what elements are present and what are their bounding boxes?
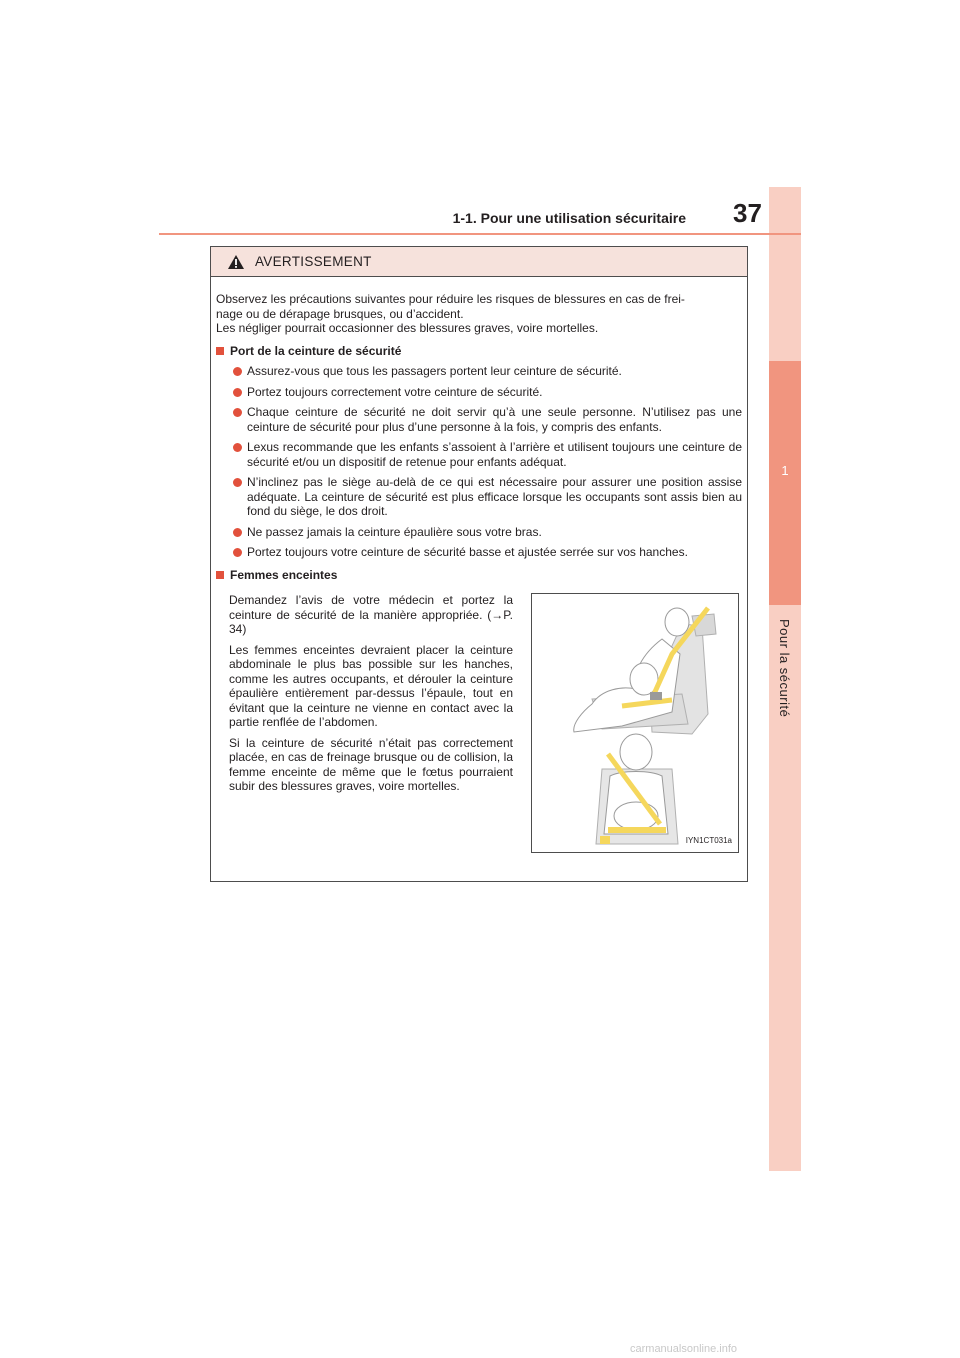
warning-header	[211, 247, 747, 277]
list-item: Portez toujours votre ceinture de sécurité basse et ajustée serrée sur vos hanches.	[216, 545, 742, 560]
list-item: N’inclinez pas le siège au-delà de ce qui est nécessaire pour assurer une position assise adéquate. La ceinture de sécurité est plus efficace lorsque les occupants sont assis bien au fond du siège, le dos droit.	[216, 475, 742, 519]
pregnant-section	[216, 582, 742, 872]
list-item: Portez toujours correctement votre ceinture de sécurité.	[216, 385, 742, 400]
pregnant-text	[229, 593, 513, 800]
paragraph: Si la ceinture de sécurité n’était pas correctement placée, en cas de freinage brusque ou de collision, la femme enceinte de même que le fœtus pourraient subir des blessures graves, voire mortelles.	[229, 735, 513, 793]
intro-line: nage ou de dérapage brusques, ou d’accident.	[216, 306, 464, 321]
section-title-text: Port de la ceinture de sécurité	[230, 343, 402, 358]
chapter-label: Pour la sécurité	[777, 619, 792, 718]
pregnant-seatbelt-drawing	[532, 594, 738, 852]
round-bullet-icon	[233, 528, 242, 537]
round-bullet-icon	[233, 408, 242, 417]
intro-line: Observez les précautions suivantes pour réduire les risques de blessures en cas de frei-	[216, 292, 685, 306]
square-bullet-icon	[216, 347, 224, 355]
warning-intro	[216, 292, 742, 336]
warning-body	[211, 277, 747, 872]
section-title-text: Femmes enceintes	[230, 567, 338, 582]
section-pregnant-title	[216, 568, 742, 583]
section-seatbelt-title	[216, 344, 742, 359]
square-bullet-icon	[216, 571, 224, 579]
list-item: Chaque ceinture de sécurité ne doit servir qu’à une seule personne. N’utilisez pas une ceinture de sécurité pour plus d’une personne à la fois, y compris des enfants.	[216, 405, 742, 434]
footer-watermark: carmanualsonline.info	[630, 1343, 738, 1355]
round-bullet-icon	[233, 443, 242, 452]
chapter-number-box	[769, 361, 801, 605]
round-bullet-icon	[233, 388, 242, 397]
figure-id: IYN1CT031a	[685, 835, 732, 845]
page-number: 37	[733, 198, 762, 228]
paragraph: Demandez l’avis de votre médecin et portez la ceinture de sécurité de la manière appropriée. (→P. 34)	[229, 593, 513, 636]
seatbelt-illustration	[531, 593, 739, 853]
section-header: 1-1. Pour une utilisation sécuritaire	[452, 210, 686, 226]
seatbelt-bullets	[216, 364, 742, 560]
list-item: Ne passez jamais la ceinture épaulière sous votre bras.	[216, 525, 742, 540]
chapter-side-tab	[769, 187, 801, 1171]
round-bullet-icon	[233, 367, 242, 376]
list-item: Lexus recommande que les enfants s’assoient à l’arrière et utilisent toujours une ceinture de sécurité et/ou un dispositif de retenue pour enfants adéquat.	[216, 440, 742, 469]
round-bullet-icon	[233, 548, 242, 557]
paragraph: Les femmes enceintes devraient placer la ceinture abdominale le plus bas possible sur les hanches, comme les autres occupants, et dérouler la ceinture épaulière entièrement par-dessus l’épaule, tout en évitant que la ceinture ne vienne en contact avec la partie renflée de l’abdomen.	[229, 642, 513, 729]
warning-title: AVERTISSEMENT	[255, 254, 372, 269]
round-bullet-icon	[233, 478, 242, 487]
header-rule	[159, 233, 801, 235]
intro-line: Les négliger pourrait occasionner des blessures graves, voire mortelles.	[216, 321, 599, 335]
warning-triangle-icon	[227, 254, 245, 270]
warning-box	[210, 246, 748, 882]
chapter-number: 1	[781, 463, 789, 478]
list-item: Assurez-vous que tous les passagers portent leur ceinture de sécurité.	[216, 364, 742, 379]
